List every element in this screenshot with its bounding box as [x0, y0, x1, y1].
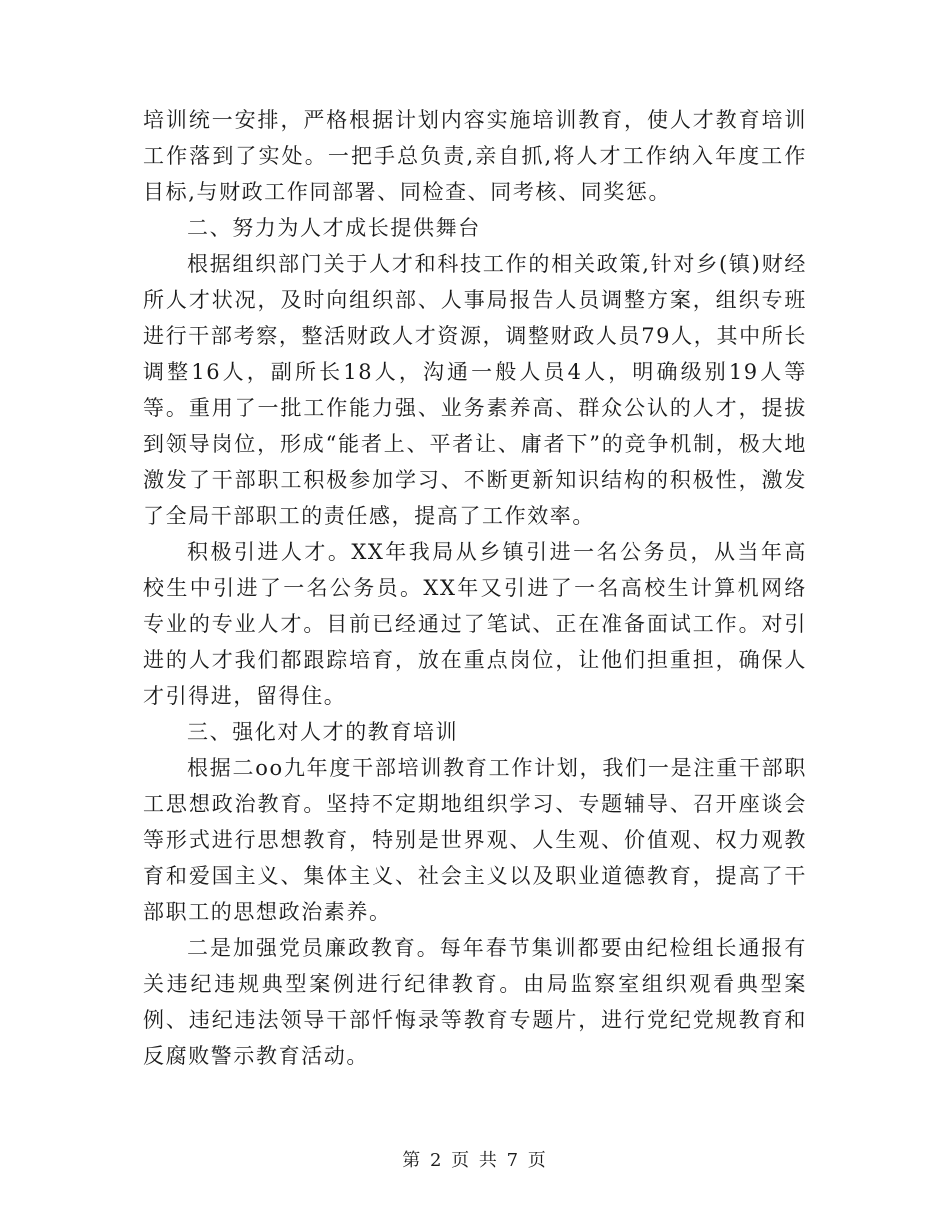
paragraph-personnel-adjustment: 根据组织部门关于人才和科技工作的相关政策,针对乡(镇)财经所人才状况，及时向组织部、人事局报告人员调整方案，组织专班进行干部考察，整活财政人才资源，调整财政人员79人，其中所长调整16人，副所长18人，沟通一般人员4人，明确级别19人等等。重用了一批工作能力强、业务素养高、群众公认的人才，提拔到领导岗位，形成“能者上、平者让、庸者下”的竞争机制，极大地激发了干部职工积极参加学习、不断更新知识结构的积极性，激发了全局干部职工的责任感，提高了工作效率。 [143, 252, 807, 528]
paragraph-political-education: 根据二oo九年度干部培训教育工作计划，我们一是注重干部职工思想政治教育。坚持不定期地组织学习、专题辅导、召开座谈会等形式进行思想教育，特别是世界观、人生观、价值观、权力观教育和爱国主义、集体主义、社会主义以及职业道德教育，提高了干部职工的思想政治素养。 [143, 756, 807, 924]
section-heading-education-training: 三、强化对人才的教育培训 [187, 720, 459, 744]
paragraph-talent-introduction: 积极引进人才。XX年我局从乡镇引进一名公务员，从当年高校生中引进了一名公务员。XX年又引进了一名高校生计算机网络专业的专业人才。目前已经通过了笔试、正在准备面试工作。对引进的人才我们都跟踪培育，放在重点岗位，让他们担重担，确保人才引得进，留得住。 [143, 540, 807, 708]
section-heading-talent-stage: 二、努力为人才成长提供舞台 [187, 216, 481, 240]
page-number-footer: 第 2 页 共 7 页 [402, 1150, 548, 1171]
paragraph-continuation: 培训统一安排，严格根据计划内容实施培训教育，使人才教育培训工作落到了实处。一把手总负责,亲自抓,将人才工作纳入年度工作目标,与财政工作同部署、同检查、同考核、同奖惩。 [143, 108, 807, 204]
paragraph-integrity-education: 二是加强党员廉政教育。每年春节集训都要由纪检组长通报有关违纪违规典型案例进行纪律教育。由局监察室组织观看典型案例、违纪违法领导干部忏悔录等教育专题片，进行党纪党规教育和反腐败警示教育活动。 [143, 936, 807, 1068]
document-body [143, 102, 807, 1074]
